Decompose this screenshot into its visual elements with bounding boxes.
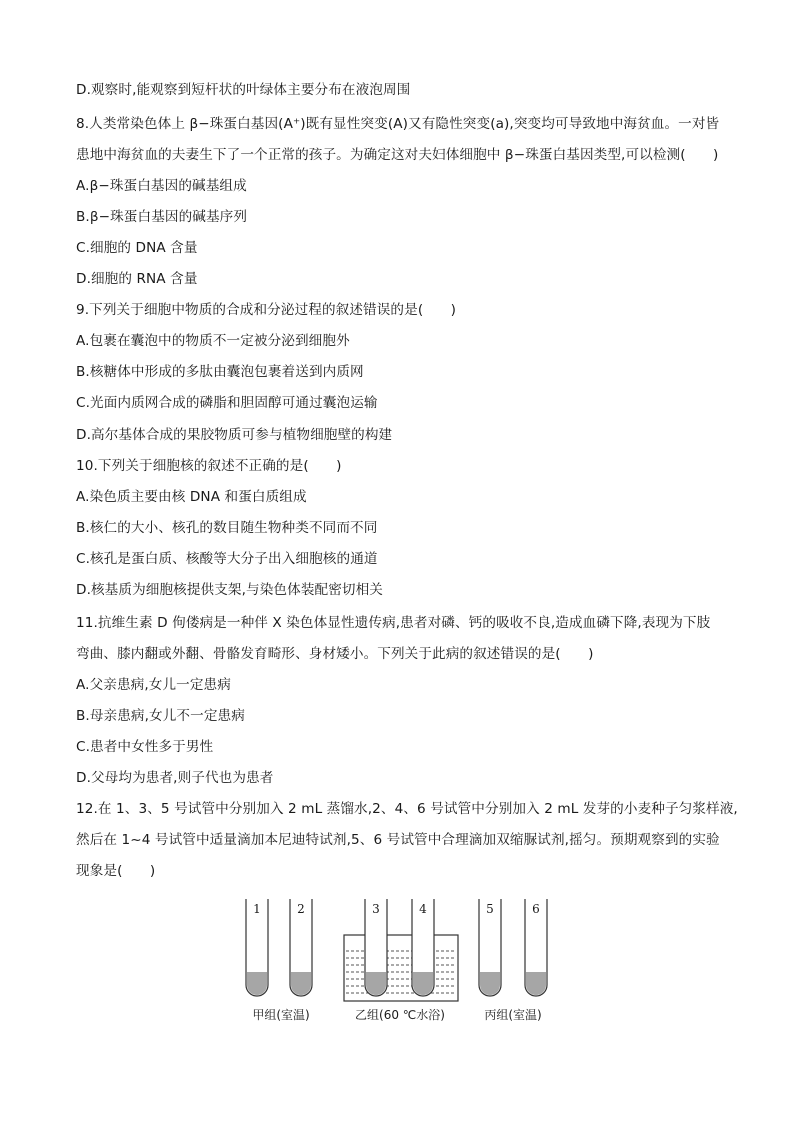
test-tube-3: [365, 899, 387, 996]
liquid-6: [526, 972, 546, 995]
test-tube-4: [412, 899, 434, 996]
q9-option-d: D.高尔基体合成的果胶物质可参与植物细胞壁的构建: [76, 427, 393, 443]
liquid-4: [413, 972, 433, 995]
q11-option-d: D.父母均为患者,则子代也为患者: [76, 770, 274, 786]
q8-option-c: C.细胞的 DNA 含量: [76, 240, 198, 256]
test-tube-2: [290, 899, 312, 996]
q10-stem: 10.下列关于细胞核的叙述不正确的是( ): [76, 458, 342, 474]
q11-option-b: B.母亲患病,女儿不一定患病: [76, 708, 245, 724]
q10-option-a: A.染色质主要由核 DNA 和蛋白质组成: [76, 489, 307, 505]
q9-option-c: C.光面内质网合成的磷脂和胆固醇可通过囊泡运输: [76, 395, 378, 411]
q9-stem: 9.下列关于细胞中物质的合成和分泌过程的叙述错误的是( ): [76, 302, 457, 318]
q12-stem-line3: 现象是( ): [76, 863, 156, 879]
tube-1-label: 1: [253, 902, 261, 916]
caption-group-yi: 乙组(60 ℃水浴): [355, 1008, 445, 1022]
q8-stem-line2: 患地中海贫血的夫妻生下了一个正常的孩子。为确定这对夫妇体细胞中 β−珠蛋白基因类型,可以检测( ): [76, 147, 719, 163]
liquid-3: [366, 972, 386, 995]
tube-3-label: 3: [372, 902, 380, 916]
test-tube-figure: [238, 893, 568, 1033]
q9-option-b: B.核糖体中形成的多肽由囊泡包裹着送到内质网: [76, 364, 364, 380]
q8-option-b: B.β−珠蛋白基因的碱基序列: [76, 209, 248, 225]
liquid-2: [291, 972, 311, 995]
water-bath: [344, 935, 458, 1001]
caption-group-bing: 丙组(室温): [484, 1008, 542, 1022]
q8-option-d: D.细胞的 RNA 含量: [76, 271, 198, 287]
q12-stem-line1: 12.在 1、3、5 号试管中分别加入 2 mL 蒸馏水,2、4、6 号试管中分别加入 2 mL 发芽的小麦种子匀浆样液,: [76, 801, 738, 817]
q7-option-d: D.观察时,能观察到短杆状的叶绿体主要分布在液泡周围: [76, 82, 411, 98]
q11-option-a: A.父亲患病,女儿一定患病: [76, 677, 231, 693]
q8-option-a: A.β−珠蛋白基因的碱基组成: [76, 178, 247, 194]
q10-option-d: D.核基质为细胞核提供支架,与染色体装配密切相关: [76, 582, 383, 598]
test-tube-1: [246, 899, 268, 996]
tube-6-label: 6: [532, 902, 540, 916]
test-tube-diagram: [238, 893, 568, 1033]
test-tube-6: [525, 899, 547, 996]
q11-option-c: C.患者中女性多于男性: [76, 739, 214, 755]
q12-stem-line2: 然后在 1~4 号试管中适量滴加本尼迪特试剂,5、6 号试管中合理滴加双缩脲试剂,摇匀。预期观察到的实验: [76, 832, 720, 848]
q11-stem-line2: 弯曲、膝内翻或外翻、骨骼发育畸形、身材矮小。下列关于此病的叙述错误的是( ): [76, 646, 594, 662]
liquid-5: [480, 972, 500, 995]
tube-5-label: 5: [486, 902, 494, 916]
q10-option-c: C.核孔是蛋白质、核酸等大分子出入细胞核的通道: [76, 551, 378, 567]
caption-group-jia: 甲组(室温): [252, 1008, 310, 1022]
liquid-1: [247, 972, 267, 995]
q9-option-a: A.包裹在囊泡中的物质不一定被分泌到细胞外: [76, 333, 350, 349]
tube-4-label: 4: [419, 902, 427, 916]
q8-stem-line1: 8.人类常染色体上 β−珠蛋白基因(A⁺)既有显性突变(A)又有隐性突变(a),突变均可导致地中海贫血。一对皆: [76, 116, 720, 132]
q11-stem-line1: 11.抗维生素 D 佝偻病是一种伴 X 染色体显性遗传病,患者对磷、钙的吸收不良,造成血磷下降,表现为下肢: [76, 615, 711, 631]
tube-2-label: 2: [297, 902, 305, 916]
test-tube-5: [479, 899, 501, 996]
q10-option-b: B.核仁的大小、核孔的数目随生物种类不同而不同: [76, 520, 378, 536]
